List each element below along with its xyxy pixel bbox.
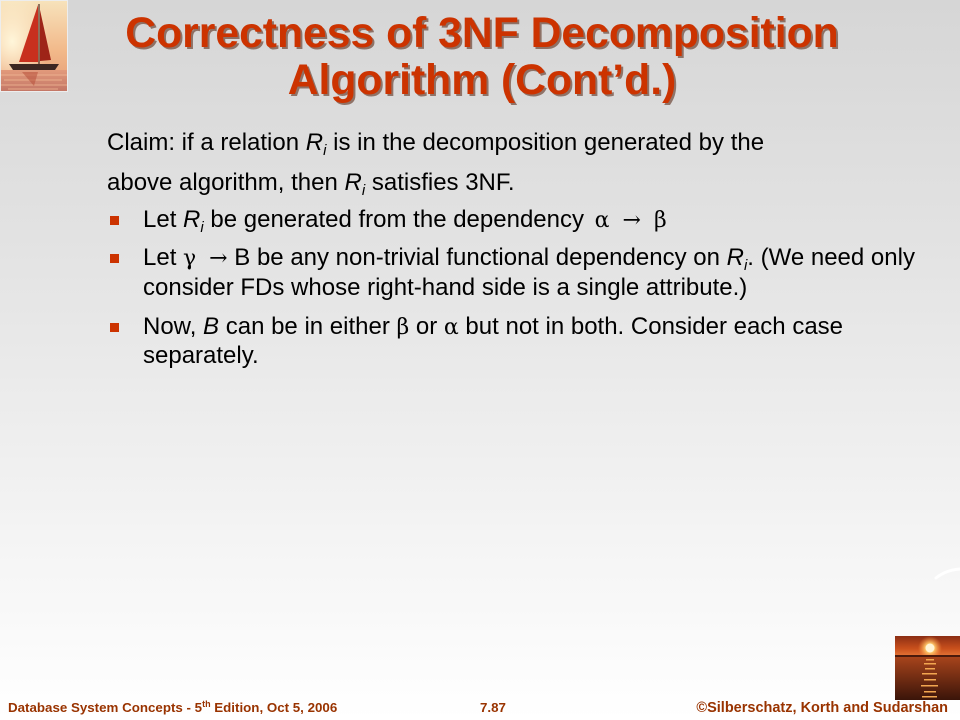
square-bullet-icon [110, 323, 119, 332]
reflection-streak [925, 668, 935, 670]
reflection-streak [924, 679, 936, 681]
bullet-3-line-2: separately. [143, 342, 259, 369]
bullet-text: can be in either [219, 313, 397, 340]
bullet-1-line-1 [143, 205, 667, 238]
relation-symbol: R [726, 244, 744, 271]
swoosh-curve [936, 569, 960, 578]
slide-title-line-2: Algorithm (Cont’d.) [287, 56, 677, 104]
alpha-symbol: α [443, 315, 459, 340]
claim-text: Claim: if a relation [107, 129, 306, 156]
bullet-text: but not in both. Consider each case [458, 313, 844, 340]
footer-book-text: Database System Concepts - 5 [8, 700, 203, 715]
horizon-line [895, 655, 960, 657]
bullet-text: Now, [143, 313, 204, 340]
bullet-2-line-2: consider FDs whose right-hand side is a single attribute.) [143, 274, 748, 301]
bullet-text: or [409, 313, 444, 340]
functional-dependency: γ → [183, 246, 228, 271]
reflection-streak [921, 685, 938, 687]
reflection-streak [924, 663, 936, 665]
relation-symbol: R [305, 129, 324, 156]
background-swoosh [928, 558, 960, 584]
relation-symbol: R [344, 169, 362, 196]
reflection-streak [926, 659, 934, 661]
relation-subscript: i [323, 142, 327, 159]
footer-superscript: th [202, 699, 211, 709]
relation-subscript: i [200, 219, 204, 236]
bullet-text: be generated from the dependency [203, 206, 591, 233]
claim-line-1 [107, 128, 764, 161]
sunset-icon [895, 636, 960, 700]
swoosh-graphic [928, 558, 960, 584]
footer-book-edition [8, 700, 337, 717]
sunset-sea [895, 656, 960, 700]
relation-subscript: i [743, 257, 748, 274]
footer-edition-text: Edition, Oct 5, 2006 [210, 700, 338, 715]
sun [926, 644, 935, 653]
claim-line-2 [107, 168, 515, 201]
beta-symbol: β [396, 315, 410, 340]
claim-text: satisfies 3NF. [365, 169, 515, 196]
reflection-streak [924, 691, 936, 693]
bullet-text: B be any non-trivial functional dependency on [227, 244, 727, 271]
bullet-text: . (We need only [747, 244, 915, 271]
slide-title-line-1: Correctness of 3NF Decomposition [125, 9, 839, 57]
bullet-text: Let [143, 244, 184, 271]
bullet-3-line-1 [143, 312, 843, 343]
reflection-streak [922, 673, 937, 675]
relation-subscript: i [361, 182, 366, 199]
claim-text: is in the decomposition generated by the [326, 129, 765, 156]
bullet-text: Let [143, 206, 184, 233]
attribute-symbol: B [203, 313, 220, 340]
square-bullet-icon [110, 254, 119, 263]
functional-dependency: α → β [594, 208, 667, 233]
reflection-streak [922, 696, 937, 698]
footer-copyright: ©Silberschatz, Korth and Sudarshan [696, 700, 948, 716]
claim-text: above algorithm, then [107, 169, 345, 196]
relation-symbol: R [183, 206, 201, 233]
square-bullet-icon [110, 216, 119, 225]
sunset-graphic [895, 636, 960, 700]
bullet-2-line-1 [143, 243, 915, 276]
footer-page-number: 7.87 [480, 700, 506, 715]
